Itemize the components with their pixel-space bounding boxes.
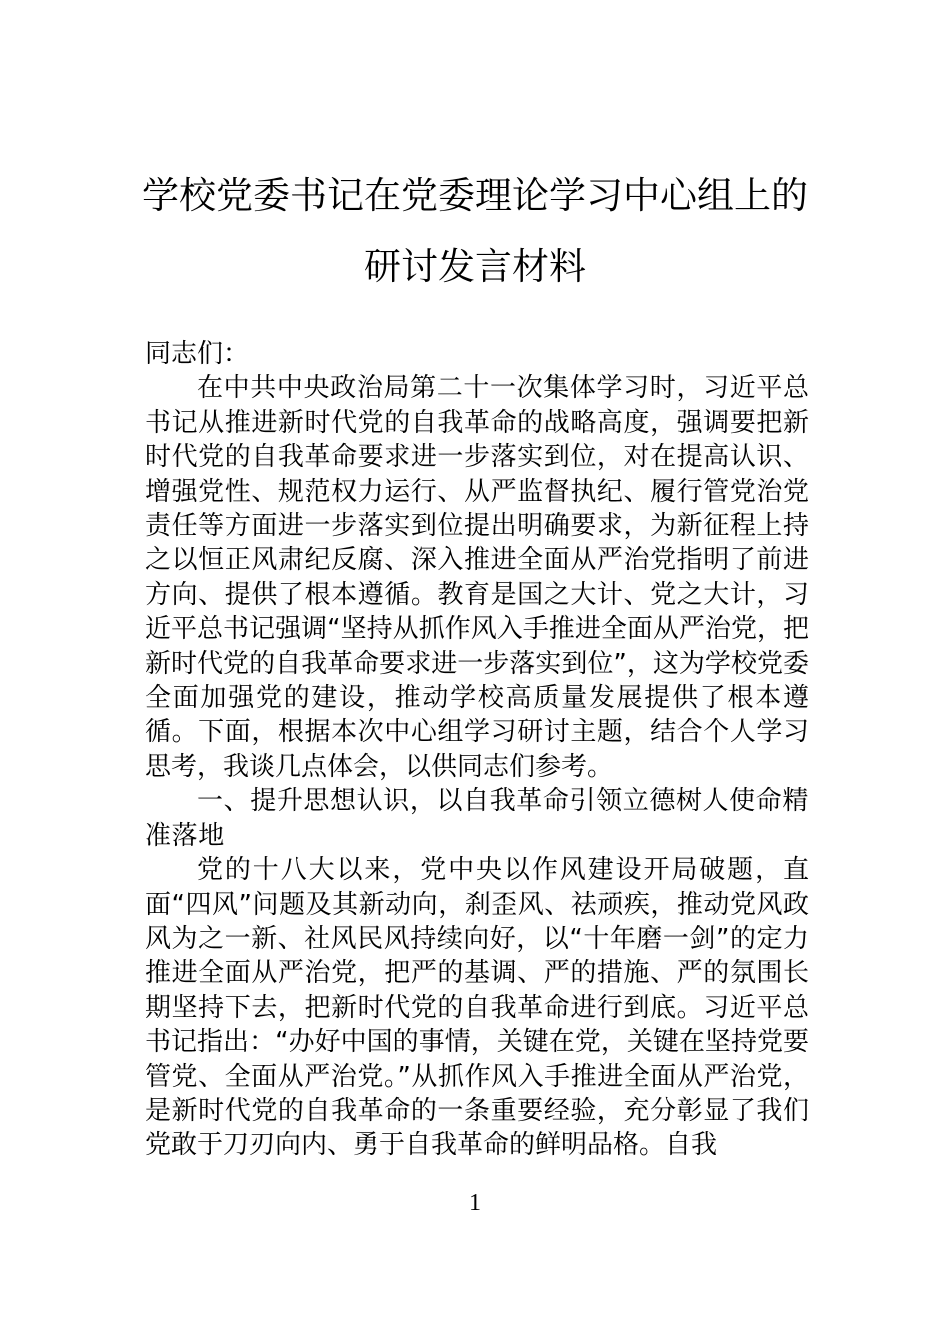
document-title-line-2: 研讨发言材料 bbox=[364, 245, 586, 288]
paragraph-section-1: 党的十八大以来，党中央以作风建设开局破题，直面“四风”问题及其新动向，刹歪风、祛顽疾，推动党风政风为之一新、社风民风持续向好，以“十年磨一剑”的定力推进全面从严治党，把严的基调、严的措施、严的氛围长期坚持下去，把新时代党的自我革命进行到底。习近平总书记指出：“办好中国的事情，关键在党，关键在坚持党要管党、全面从严治党。”从抓作风入手推进全面从严治党，是新时代党的自我革命的一条重要经验，充分彰显了我们党敢于刀刃向内、勇于自我革命的鲜明品格。自我 bbox=[145, 855, 809, 1161]
salutation: 同志们： bbox=[145, 339, 250, 369]
document-title-line-1: 学校党委书记在党委理论学习中心组上的 bbox=[142, 174, 808, 217]
paragraph-intro: 在中共中央政治局第二十一次集体学习时，习近平总书记从推进新时代党的自我革命的战略高度，强调要把新时代党的自我革命要求进一步落实到位，对在提高认识、增强党性、规范权力运行、从严监督执纪、履行管党治党责任等方面进一步落实到位提出明确要求，为新征程上持之以恒正风肃纪反腐、深入推进全面从严治党指明了前进方向、提供了根本遵循。教育是国之大计、党之大计，习近平总书记强调“坚持从抓作风入手推进全面从严治党，把新时代党的自我革命要求进一步落实到位”，这为学校党委全面加强党的建设，推动学校高质量发展提供了根本遵循。下面，根据本次中心组学习研讨主题，结合个人学习思考，我谈几点体会，以供同志们参考。 bbox=[145, 373, 809, 782]
document-body bbox=[145, 337, 809, 1163]
section-heading-1: 一、提升思想认识，以自我革命引领立德树人使命精准落地 bbox=[145, 786, 809, 851]
page-number: 1 bbox=[469, 1190, 481, 1216]
